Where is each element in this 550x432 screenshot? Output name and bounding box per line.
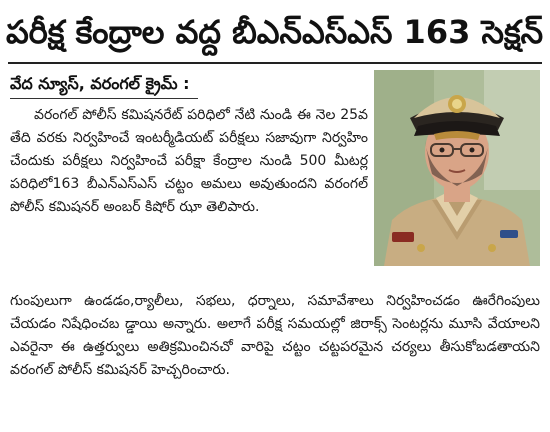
officer-portrait-image [374,70,540,266]
paragraph-details: గుంపులుగా ఉండడం,ర్యాలీలు, సభలు, ధర్నాలు, సమావేశాలు నిర్వహించడం ఊరేగింపులు చేయడం నిషేధించబ డ్డాయి అన్నారు. అలాగే పరీక్ష సమయల్లో జిరాక్స్ సెంటర్లను మూసి వేయాలని ఎవరైనా ఈ ఉత్తర్వులు అతిక్రమించినచో వారిపై చట్టం చట్టపరమైన చర్యలు తీసుకోబడతాయని వరంగల్ పోలీస్ కమిషనర్ హెచ్చరించారు. [10,293,540,378]
dateline-underline [10,98,198,99]
dateline: వేద న్యూస్, వరంగల్ క్రైమ్ : [10,74,190,93]
headline-divider [8,62,542,64]
headline: పరీక్ష కేంద్రాల వద్ద బీఎన్ఎస్ఎస్ 163 సెక్షన్ [6,13,544,51]
paragraph-intro: వరంగల్ పోలీస్ కమిషనరేట్ పరిధిలో నేటి నుండి ఈ నెల 25వ తేది వరకు నిర్వహించే ఇంటర్మీడియట్ పరీక్షలు సజావుగా నిర్వహిం చేందుకు పరీక్షలు నిర్వహించే పరీక్షా కేంద్రాల నుండి 500 మీటర్ల పరిధిలో163 బీఎన్ఎస్ఎస్ చట్టం అమలు అవుతుందని వరంగల్ పోలీస్ కమిషనర్ అంబర్ కిషోర్ ఝా తెలిపారు. [10,107,368,215]
officer-photo [374,70,540,266]
